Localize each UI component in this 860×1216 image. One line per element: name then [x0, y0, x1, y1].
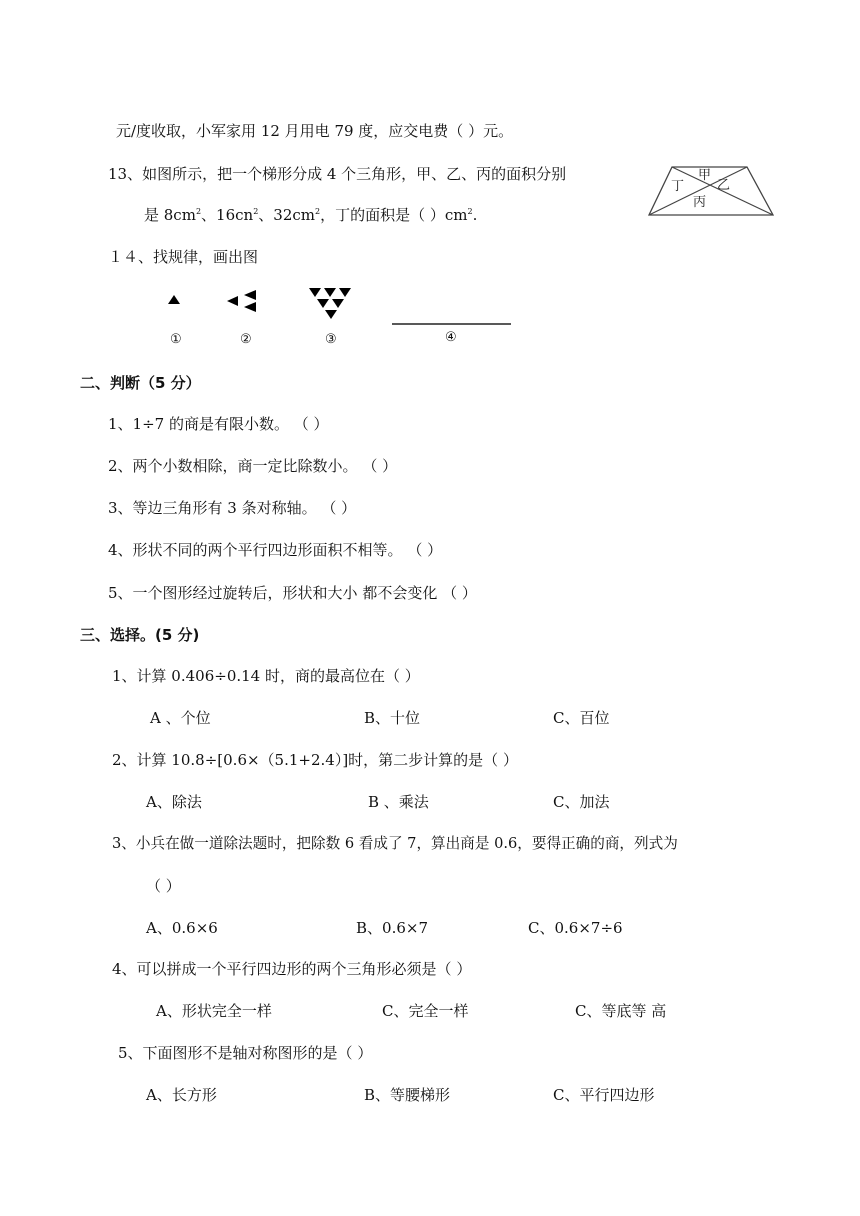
choice-q3-option-c: C、0.6×7÷6: [528, 919, 623, 937]
choice-q1-stem: 1、计算 0.406÷0.14 时，商的最高位在（ ）: [112, 667, 420, 685]
q13-text-b: 、16cn: [201, 206, 254, 224]
mark-2: ②: [240, 332, 252, 347]
superscript: 2: [195, 207, 202, 216]
choice-q3-paren: （ ）: [146, 877, 181, 895]
choice-q3-option-a: A、0.6×6: [146, 919, 218, 937]
choice-q5-stem: 5、下面图形不是轴对称图形的是（ ）: [118, 1044, 373, 1062]
superscript: 2: [467, 207, 473, 216]
trapezoid-figure: [645, 163, 777, 219]
q12-line: 元/度收取，小军家用 12 月用电 79 度，应交电费（ ）元。: [116, 122, 514, 140]
choice-q5-option-b: B、等腰梯形: [364, 1086, 451, 1104]
q13-text-c: 、32cm: [258, 206, 315, 224]
choice-q1-option-c: C、百位: [553, 709, 610, 727]
choice-q4-option-b: C、完全一样: [382, 1002, 469, 1020]
choice-q5-option-a: A、长方形: [146, 1086, 217, 1104]
superscript: 2: [315, 207, 321, 216]
mark-3: ③: [325, 332, 337, 347]
mark-4: ④: [445, 330, 457, 345]
q14-line: １４、找规律，画出图: [108, 248, 259, 266]
judgment-item-3: 3、等边三角形有 3 条对称轴。 （ ）: [108, 499, 357, 517]
choice-q3-stem: 3、小兵在做一道除法题时，把除数 6 看成了 7，算出商是 0.6，要得正确的商，列式为: [112, 835, 678, 852]
choice-q2-option-b: B 、乘法: [368, 793, 429, 811]
answer-line: [392, 322, 512, 326]
choice-q5-option-c: C、平行四边形: [553, 1086, 655, 1104]
triangle-pattern-1: [166, 293, 182, 307]
choice-q1-option-b: B、十位: [364, 709, 421, 727]
choice-q4-option-c: C、等底等 高: [575, 1002, 667, 1020]
judgment-item-5: 5、一个图形经过旋转后，形状和大小 都不会变化 （ ）: [108, 584, 477, 602]
q13-line2: [144, 205, 477, 225]
choice-q4-option-a: A、形状完全一样: [156, 1002, 272, 1020]
label-ding: 丁: [671, 179, 685, 194]
label-jia: 甲: [698, 168, 712, 183]
judgment-item-4: 4、形状不同的两个平行四边形面积不相等。 （ ）: [108, 541, 443, 559]
judgment-item-1: 1、1÷7 的商是有限小数。 （ ）: [108, 415, 329, 433]
q13-line1: 13、如图所示，把一个梯形分成 4 个三角形，甲、乙、丙的面积分别: [108, 165, 567, 183]
q13-text-d: ，丁的面积是（ ）cm: [320, 206, 468, 224]
superscript: 2: [253, 207, 259, 216]
choice-q1-option-a: A 、个位: [150, 709, 211, 727]
choice-q2-option-c: C、加法: [553, 793, 610, 811]
mark-1: ①: [170, 332, 182, 347]
q13-text-a: 是 8cm: [144, 206, 196, 224]
section-heading-judgment: 二、判断（5 分）: [80, 374, 201, 392]
section-heading-choice: 三、选择。(5 分): [80, 626, 200, 644]
choice-q4-stem: 4、可以拼成一个平行四边形的两个三角形必须是（ ）: [112, 960, 472, 978]
triangle-pattern-2: [224, 290, 260, 312]
q13-text-e: .: [472, 206, 478, 224]
choice-q3-option-b: B、0.6×7: [356, 919, 428, 937]
label-bing: 丙: [693, 195, 707, 210]
choice-q2-stem: 2、计算 10.8÷[0.6×（5.1+2.4）]时，第二步计算的是（ ）: [112, 751, 518, 769]
choice-q2-option-a: A、除法: [146, 793, 202, 811]
triangle-pattern-3: [308, 287, 356, 323]
label-yi: 乙: [717, 178, 731, 193]
judgment-item-2: 2、两个小数相除，商一定比除数小。 （ ）: [108, 457, 398, 475]
